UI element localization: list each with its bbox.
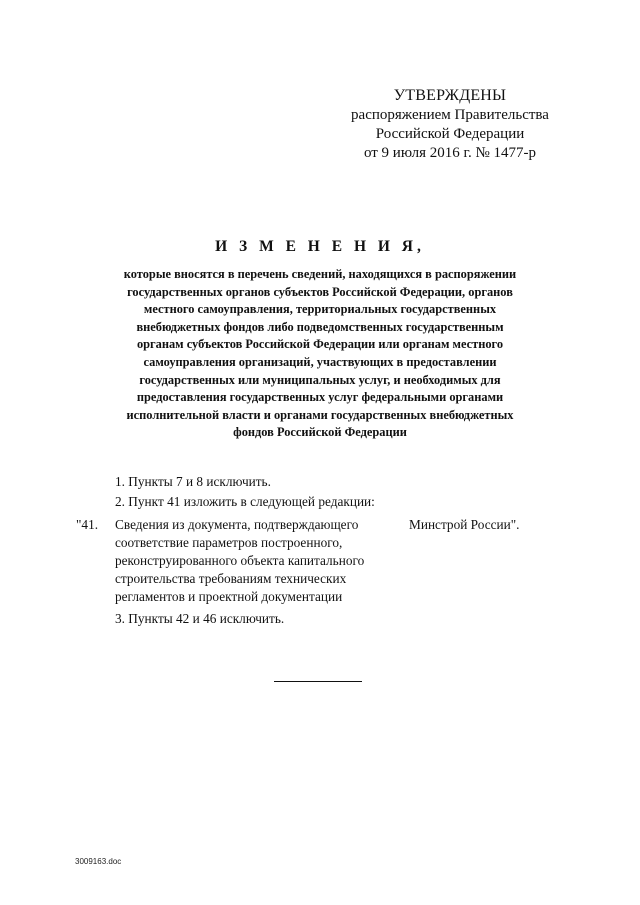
point-2: 2. Пункт 41 изложить в следующей редакции: <box>115 494 375 509</box>
item-41-line: реконструированного объекта капитального <box>115 553 365 568</box>
heading-line: самоуправления организаций, участвующих в предоставлении <box>143 354 497 369</box>
heading-line: предоставления государственных услуг федеральными органами <box>136 390 504 405</box>
approval-line-2: Российской Федерации <box>375 126 525 142</box>
item-41-line: регламентов и проектной документации <box>115 589 343 604</box>
heading-line: внебюджетных фондов либо подведомственных государственным <box>136 319 504 334</box>
heading-line: государственных или муниципальных услуг, и необходимых для <box>139 372 501 387</box>
approval-block <box>330 86 570 163</box>
heading-line: фондов Российской Федерации <box>233 425 407 440</box>
point-1: 1. Пункты 7 и 8 исключить. <box>115 474 271 489</box>
point-3: 3. Пункты 42 и 46 исключить. <box>115 611 285 626</box>
heading-title: И З М Е Н Е Н И Я, <box>215 238 425 255</box>
approval-line-1: распоряжением Правительства <box>351 107 549 123</box>
item-41-line: соответствие параметров построенного, <box>115 535 343 550</box>
heading-line: органам субъектов Российской Федерации или органам местного <box>136 337 504 352</box>
heading-subtitle <box>60 266 580 442</box>
item-41-organization: Минстрой России". <box>409 517 520 532</box>
document-heading <box>60 237 580 442</box>
approval-line-3: от 9 июля 2016 г. № 1477-р <box>363 145 537 161</box>
heading-line: которые вносятся в перечень сведений, находящихся в распоряжении <box>123 267 517 281</box>
footer-filename: 3009163.doc <box>75 857 122 866</box>
item-41-line: Сведения из документа, подтверждающего <box>115 517 359 532</box>
item-41-description <box>115 516 400 606</box>
heading-line: исполнительной власти и органами государственных внебюджетных <box>126 407 514 422</box>
item-41-number: "41. <box>76 517 99 532</box>
end-divider <box>274 681 362 682</box>
approval-title: УТВЕРЖДЕНЫ <box>393 87 507 104</box>
heading-line: местного самоуправления, территориальных государственных <box>143 302 497 317</box>
heading-line: государственных органов субъектов Российской Федерации, органов <box>127 284 513 299</box>
item-41-line: строительства требованиям технических <box>115 571 347 586</box>
